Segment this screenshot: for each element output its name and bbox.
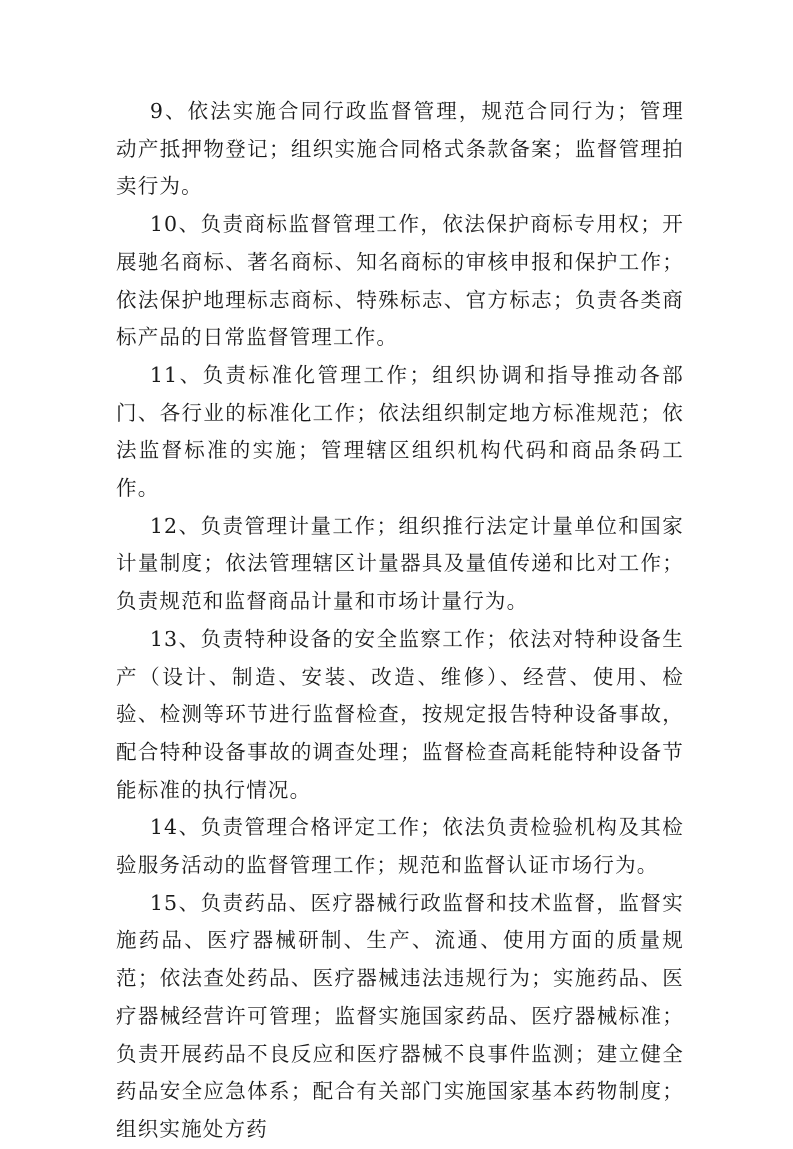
paragraph-item-15: 15、负责药品、医疗器械行政监督和技术监督，监督实施药品、医疗器械研制、生产、流通、使用方面的质量规范；依法查处药品、医疗器械违法违规行为；实施药品、医疗器械经营许可管理；监督实施国家药品、医疗器械标准；负责开展药品不良反应和医疗器械不良事件监测；建立健全药品安全应急体系；配合有关部门实施国家基本药物制度；组织实施处方药	[116, 890, 684, 1141]
paragraph-item-9: 9、依法实施合同行政监督管理，规范合同行为；管理动产抵押物登记；组织实施合同格式条款备案；监督管理拍卖行为。	[116, 99, 684, 199]
paragraph-item-11: 11、负责标准化管理工作；组织协调和指导推动各部门、各行业的标准化工作；依法组织制定地方标准规范；依法监督标准的实施；管理辖区组织机构代码和商品条码工作。	[116, 362, 684, 501]
paragraph-item-14: 14、负责管理合格评定工作；依法负责检验机构及其检验服务活动的监督管理工作；规范和监督认证市场行为。	[116, 815, 684, 878]
paragraph-item-13: 13、负责特种设备的安全监察工作；依法对特种设备生产（设计、制造、安装、改造、维修）、经营、使用、检验、检测等环节进行监督检查，按规定报告特种设备事故，配合特种设备事故的调查处理；监督检查高耗能特种设备节能标准的执行情况。	[116, 626, 684, 802]
paragraph-item-10: 10、负责商标监督管理工作，依法保护商标专用权；开展驰名商标、著名商标、知名商标的审核申报和保护工作；依法保护地理标志商标、特殊标志、官方标志；负责各类商标产品的日常监督管理工作。	[116, 212, 684, 350]
paragraph-item-12: 12、负责管理计量工作；组织推行法定计量单位和国家计量制度；依法管理辖区计量器具及量值传递和比对工作；负责规范和监督商品计量和市场计量行为。	[116, 513, 684, 614]
document-page	[116, 93, 684, 1149]
